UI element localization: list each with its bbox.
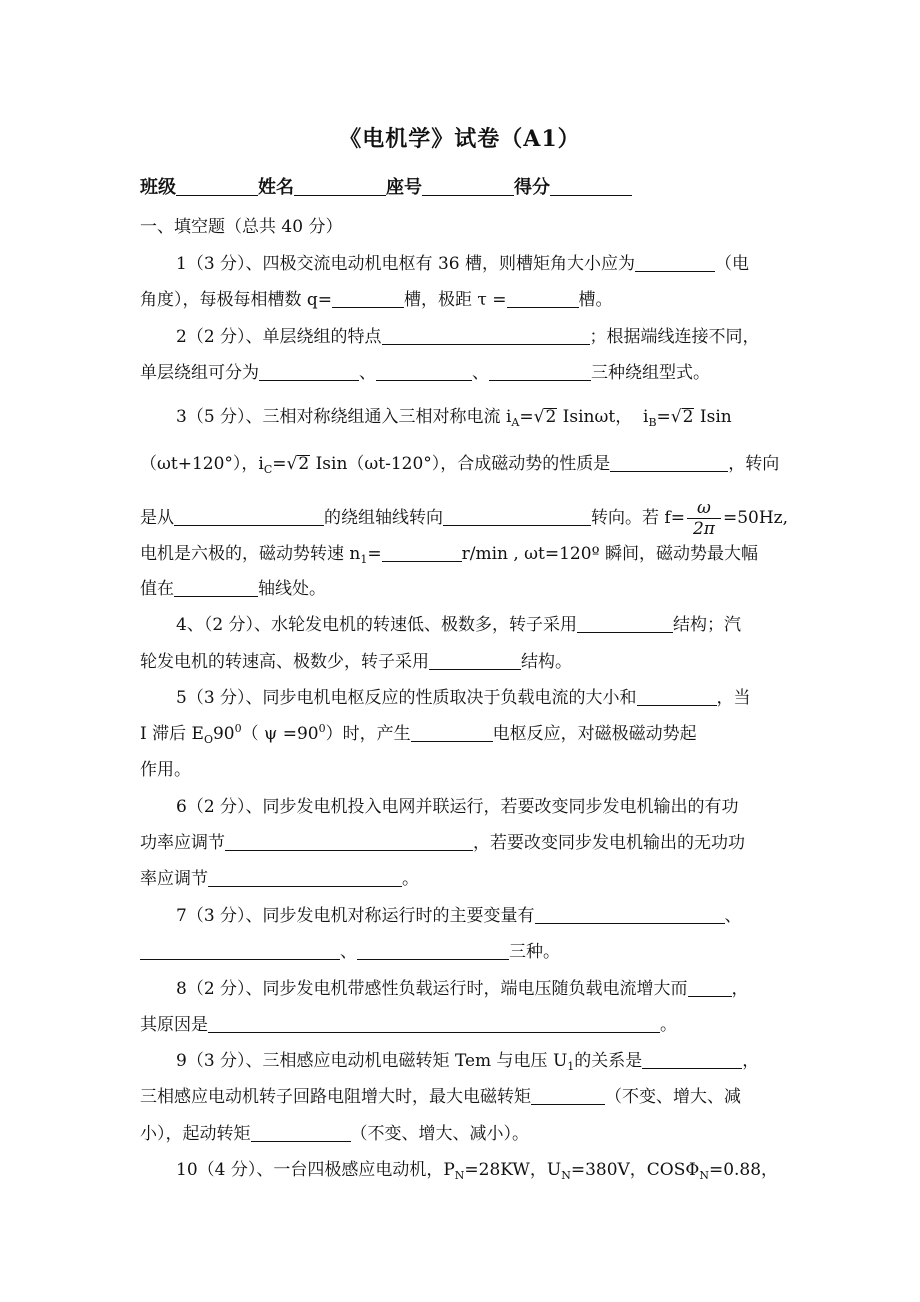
q5-blank-factor[interactable] [637,688,717,706]
q1-blank-tau[interactable] [507,290,579,308]
class-label: 班级 [140,177,176,198]
q3-blank-axis[interactable] [174,579,258,597]
q7-blank-var3[interactable] [357,942,509,960]
q10-subscript: N [561,1169,571,1182]
sqrt-symbol: √2 [286,454,310,474]
q5-superscript: 0 [234,722,242,735]
q9-text: 9（3 分）、三相感应电动机电磁转矩 Tem 与电压 U [176,1051,568,1071]
q2-text: ；根据端线连接不同， [589,327,760,347]
q5-line1 [176,687,751,709]
q4-text: 结构；汽 [673,615,742,635]
q3-line2 [140,453,779,475]
q3-text: ，转向 [728,454,780,474]
q2-text: 三种绕组型式。 [591,363,710,383]
q8-blank-reason[interactable] [208,1015,660,1033]
q9-text: 的关系是 [574,1051,643,1071]
sqrt-symbol: √2 [533,407,557,427]
exam-title: 《电机学》试卷（A1） [339,126,581,152]
q6-line2 [140,832,745,854]
q1-blank-q[interactable] [332,290,404,308]
q5-text: 5（3 分）、同步电机电枢反应的性质取决于负载电流的大小和 [176,688,637,708]
q3-text: 电机是六极的，磁动势转速 n [140,544,361,564]
sqrt-radicand: 2 [682,407,694,427]
q9-blank-relation[interactable] [642,1051,742,1069]
q9-line2 [140,1086,741,1108]
sqrt-radicand: 2 [298,454,310,474]
q5-blank-reaction[interactable] [411,724,493,742]
fraction-denominator: 2π [692,519,715,539]
q3-text: Isin [699,407,732,427]
q10-subscript: N [454,1169,465,1182]
q4-text: 4、（2 分）、水轮发电机的转速低、极数多，转子采用 [176,615,578,635]
q5-text: ，当 [716,688,751,708]
omega-over-2pi-fraction [687,498,721,539]
q10-text: =0.88， [708,1160,779,1180]
q3-text: 值在 [140,579,174,599]
q10-subscript: N [699,1169,709,1182]
q2-text: 、 [472,363,489,383]
q3-text: = [272,454,287,474]
q4-line1 [176,614,741,636]
q2-blank-feature[interactable] [382,327,590,345]
q3-subscript: A [511,416,520,429]
q1-line1 [176,253,749,275]
q3-subscript: C [263,463,273,476]
q2-text: 2（2 分）、单层绕组的特点 [176,327,382,347]
q3-blank-nature[interactable] [610,454,728,472]
q7-text: 、 [340,942,357,962]
q3-blank-speed[interactable] [382,544,462,562]
q9-text: 小），起动转矩 [140,1124,251,1144]
q7-text: 三种。 [509,942,560,962]
q9-line3 [140,1123,529,1145]
q9-text: （不变、增大、减小）。 [350,1124,529,1144]
q5-line3: 作用。 [140,760,191,780]
q2-text: 单层绕组可分为 [140,363,259,383]
q3-text: = [656,407,671,427]
q9-text: （不变、增大、减 [605,1087,741,1107]
q2-line1 [176,326,760,348]
name-label: 姓名 [258,177,294,198]
q2-line2 [140,362,710,384]
q7-line1 [176,905,742,927]
q1-text: 角度），每极每相槽数 q= [140,290,333,310]
q9-line1 [176,1050,759,1072]
q3-text: 的绕组轴线转向 [324,508,443,528]
q9-blank-max-torque[interactable] [531,1087,605,1105]
q3-text: Isin（ωt-120°），合成磁动势的性质是 [315,454,611,474]
q3-text: i [643,407,649,427]
q7-text: 7（3 分）、同步发电机对称运行时的主要变量有 [176,906,535,926]
q1-text: 1（3 分）、四极交流电动机电枢有 36 槽，则槽矩角大小应为 [176,254,635,274]
q8-line2 [140,1014,677,1036]
q1-blank-slot-angle[interactable] [635,254,715,272]
q9-text: ， [742,1051,760,1071]
q2-blank-type1[interactable] [259,363,359,381]
q10-text: 10（4 分）、一台四极感应电动机，P [176,1160,455,1180]
q3-blank-from[interactable] [174,508,324,526]
q2-blank-type2[interactable] [376,363,472,381]
q6-text: 率应调节 [140,869,208,889]
q10-text: =28KW，U [464,1160,562,1180]
q3-line4 [140,543,758,565]
q3-text: 是从 [140,508,174,528]
q5-text: （ ψ =90 [241,724,319,744]
q5-text: 90 [212,724,235,744]
q8-text: 其原因是 [140,1015,208,1035]
fraction-numerator: ω [687,498,721,519]
q5-line2 [140,723,697,745]
q3-text: =50Hz, [722,508,789,528]
q6-text: ，若要改变同步发电机输出的无功功 [473,833,745,853]
seat-label: 座号 [386,177,422,198]
q3-line1 [176,406,732,428]
q6-line1: 6（2 分）、同步发电机投入电网并联运行，若要改变同步发电机输出的有功 [176,797,739,817]
q3-text: 转向。若 f= [591,508,685,528]
q3-text: = [367,544,382,564]
q5-text: ）时，产生 [325,724,411,744]
q3-line3 [140,498,788,539]
q6-text: 。 [402,869,419,889]
class-blank[interactable] [176,177,258,196]
q4-line2 [140,651,572,673]
q8-text: ， [731,979,749,999]
q3-text: Isinωt， [562,407,633,427]
q3-subscript: 1 [360,553,368,566]
score-label: 得分 [514,177,550,198]
q10-text: =380V，COSΦ [570,1160,700,1180]
seat-blank[interactable] [422,177,514,196]
q6-blank-active[interactable] [225,833,473,851]
q7-text: 、 [724,906,742,926]
q5-text: I 滞后 E [140,724,204,744]
q1-text: 槽，极距 τ = [404,290,507,310]
q6-text: 功率应调节 [140,833,225,853]
q6-line3 [140,868,419,890]
q3-text: （ωt+120°），i [140,454,264,474]
q1-text: （电 [714,254,749,274]
q8-blank-trend[interactable] [688,979,732,997]
q3-text: r/min , ωt=120º 瞬间，磁动势最大幅 [461,544,758,564]
q7-blank-var2[interactable] [140,942,340,960]
q9-subscript: 1 [567,1060,575,1073]
q2-blank-type3[interactable] [489,363,591,381]
q4-blank-hydro[interactable] [577,615,673,633]
q3-text: 3（5 分）、三相对称绕组通入三相对称电流 i [176,407,512,427]
q5-superscript: 0 [318,722,326,735]
score-blank[interactable] [550,177,632,196]
q8-text: 。 [660,1015,677,1035]
q8-line1 [176,978,749,1000]
q9-text: 三相感应电动机转子回路电阻增大时，最大电磁转矩 [140,1087,531,1107]
q3-blank-to[interactable] [443,508,591,526]
q5-text: 电枢反应，对磁极磁动势起 [492,724,697,744]
q3-subscript: B [648,416,657,429]
q7-line2 [140,941,560,963]
q4-text: 结构。 [521,652,572,672]
q3-line5 [140,578,326,600]
q8-text: 8（2 分）、同步发电机带感性负载运行时，端电压随负载电流增大而 [176,979,688,999]
q6-blank-reactive[interactable] [208,869,402,887]
section-heading: 一、填空题（总共 40 分） [140,217,343,237]
q7-blank-var1[interactable] [535,906,725,924]
q3-text: = [519,407,534,427]
q5-subscript: O [203,733,213,746]
student-info-line [140,173,632,199]
q1-line2 [140,289,613,311]
sqrt-radicand: 2 [545,407,557,427]
q3-text: 轴线处。 [258,579,326,599]
q4-blank-turbo[interactable] [429,652,521,670]
name-blank[interactable] [294,177,386,196]
q10-line1 [176,1159,778,1181]
q4-text: 轮发电机的转速高、极数少，转子采用 [140,652,429,672]
q9-blank-start-torque[interactable] [251,1124,351,1142]
q1-text: 槽。 [578,290,613,310]
sqrt-symbol: √2 [670,407,694,427]
q2-text: 、 [359,363,376,383]
